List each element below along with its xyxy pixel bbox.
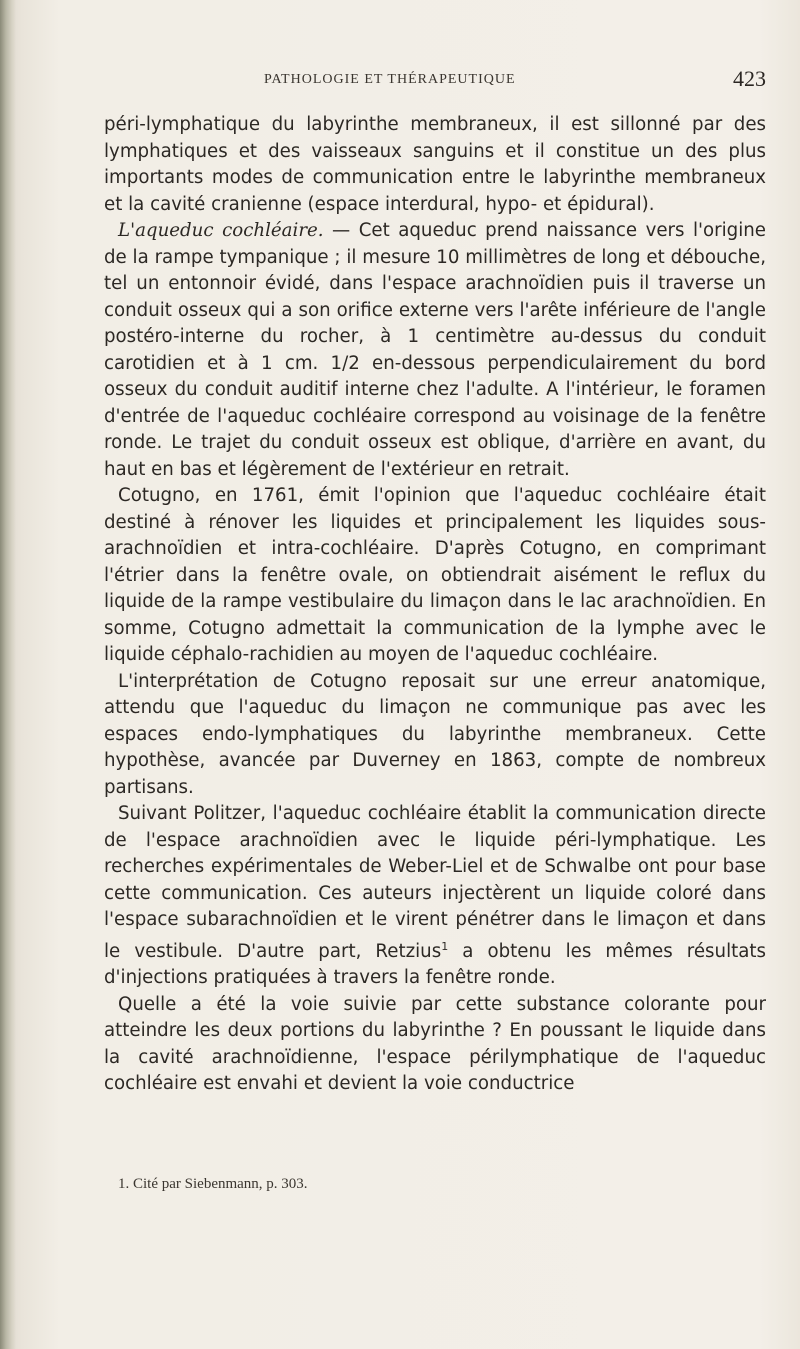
paragraph-text: a obtenu les mêmes résultats d'injections pratiquées à travers la fenêtre ronde.: [104, 940, 767, 989]
page-content: [104, 66, 766, 1098]
paragraph-text: Suivant Politzer, l'aqueduc cochléaire établit la communication directe de l'espace arachnoïdien avec le liquide péri-lymphatique. Les recherches expérimentales de Weber-Liel et de Schwalbe ont pour base cette communication. Ces auteurs injectèrent un liquide coloré dans l'espace subarachnoïdien et le virent pénétrer dans le limaçon et dans le vestibule. D'autre part, Retzius: [104, 803, 766, 962]
paragraph-text: — Cet aqueduc prend naissance vers l'origine de la rampe tympanique ; il mesure 10 millimètres de long et débouche, tel un entonnoir évidé, dans l'espace arachnoïdien puis il traverse un conduit osseux qui a son orifice externe vers l'arête inférieure de l'angle postéro-interne du rocher, à 1 centimètre au-dessus du conduit carotidien et à 1 cm. 1/2 en-dessous perpendiculairement du bord osseux du conduit auditif interne chez l'adulte. A l'intérieur, le foramen d'entrée de l'aqueduc cochléaire correspond au voisinage de la fenêtre ronde. Le trajet du conduit osseux est oblique, d'arrière en avant, du haut en bas et légèrement de l'extérieur en retrait.: [104, 220, 766, 480]
body-text: [104, 112, 766, 1098]
paragraph-3: [104, 483, 766, 669]
paragraph-5: [104, 801, 766, 992]
paragraph-text: péri-lymphatique du labyrinthe membraneux, il est sillonné par des lymphatiques et des vaisseaux sanguins et il constitue un des plus importants modes de communication entre le labyrinthe membraneux et la cavité cranienne (espace interdural, hypo- et épidural).: [104, 114, 766, 215]
paragraph-text: Cotugno, en 1761, émit l'opinion que l'aqueduc cochléaire était destiné à rénover les liquides et principalement les liquides sous-arachnoïdien et intra-cochléaire. D'après Cotugno, en comprimant l'étrier dans la fenêtre ovale, on obtiendrait aisément le reflux du liquide de la rampe vestibulaire du limaçon dans le lac arachnoïdien. En somme, Cotugno admettait la communication de la lymphe avec le liquide céphalo-rachidien au moyen de l'aqueduc cochléaire.: [104, 485, 766, 665]
paragraph-text: L'interprétation de Cotugno reposait sur une erreur anatomique, attendu que l'aqueduc du limaçon ne communique pas avec les espaces endo-lymphatiques du labyrinthe membraneux. Cette hypothèse, avancée par Duverney en 1863, compte de nombreux partisans.: [104, 670, 766, 798]
page-header: [104, 66, 766, 102]
paragraph-2: [104, 218, 766, 483]
section-heading-italic: L'aqueduc cochléaire.: [118, 220, 324, 241]
running-head: PATHOLOGIE ET THÉRAPEUTIQUE: [264, 72, 516, 87]
footnote: 1. Cité par Siebenmann, p. 303.: [118, 1176, 308, 1192]
footnote-marker: 1: [441, 939, 449, 953]
page-number: 423: [733, 66, 766, 91]
paragraph-text: Quelle a été la voie suivie par cette substance colorante pour atteindre les deux portions du labyrinthe ? En poussant le liquide dans la cavité arachnoïdienne, l'espace périlymphatique de l'aqueduc cochléaire est envahi et devient la voie conductrice: [104, 993, 766, 1095]
binding-edge: [0, 0, 16, 1349]
paragraph-4: [104, 669, 766, 802]
paragraph-6: [104, 992, 766, 1098]
paragraph-1: [104, 112, 766, 218]
